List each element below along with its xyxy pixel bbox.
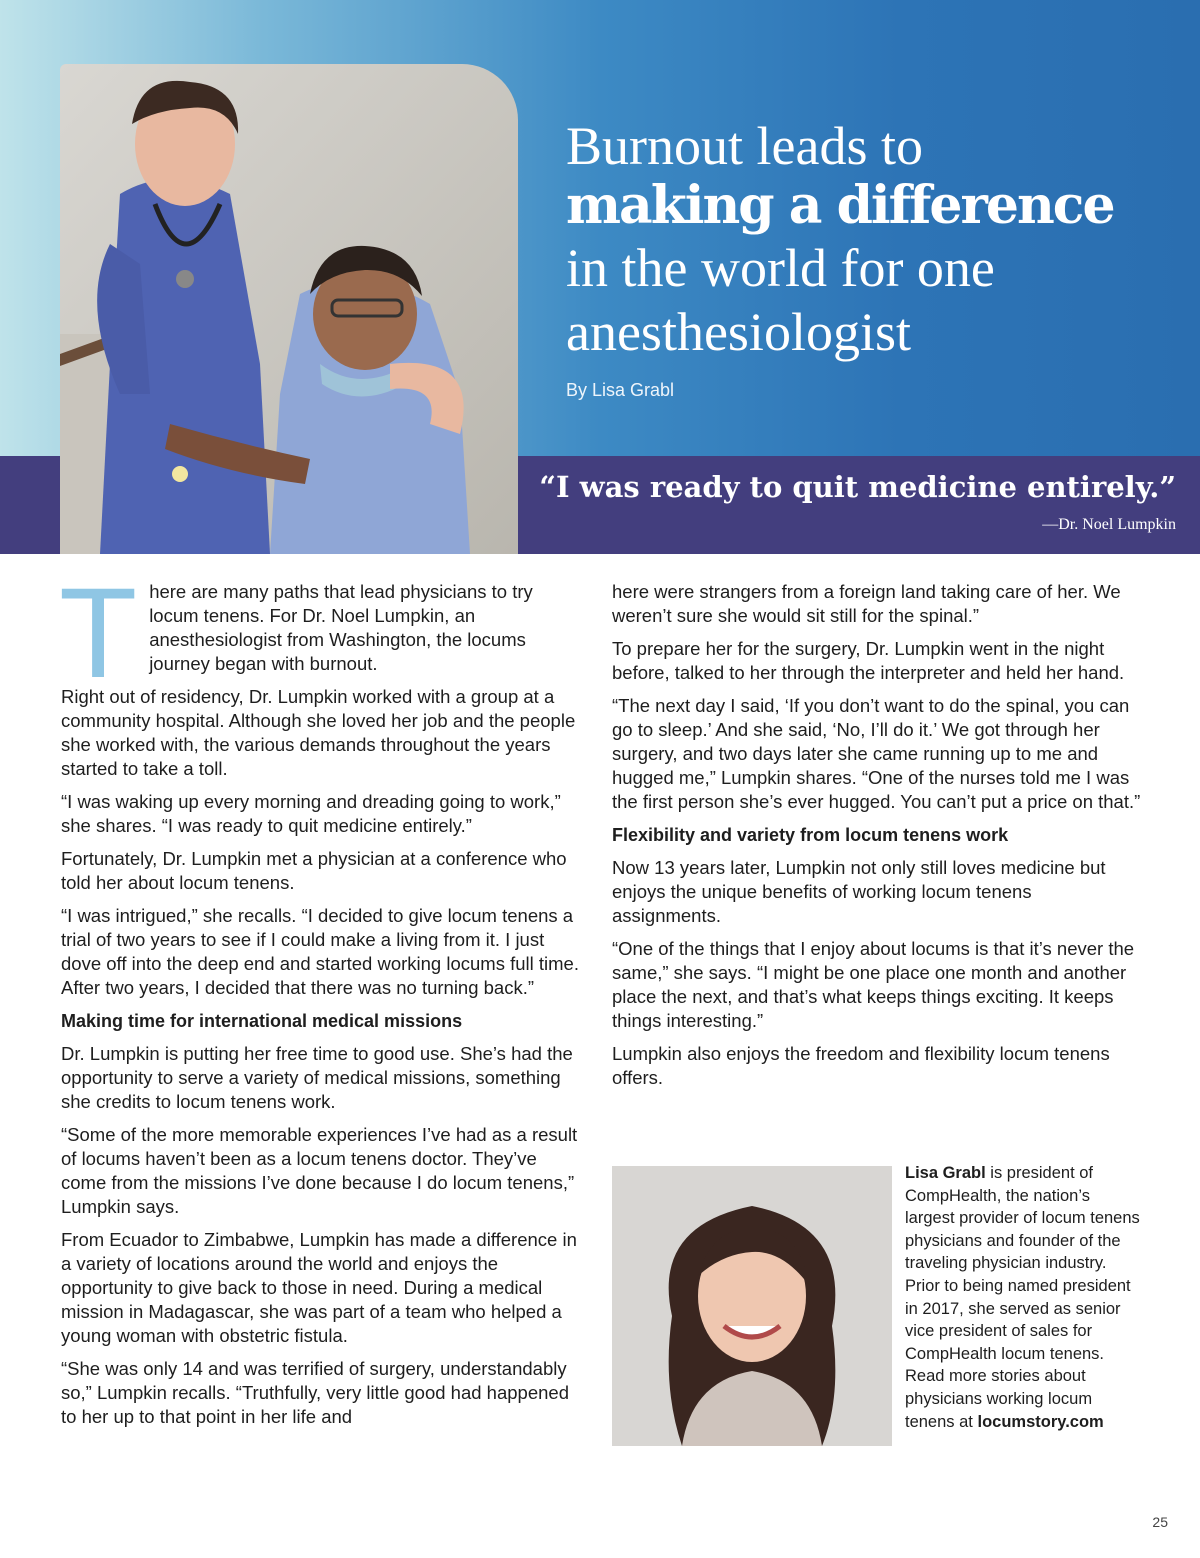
section-heading-flexibility: Flexibility and variety from locum tenens work: [612, 825, 1009, 845]
paragraph: Now 13 years later, Lumpkin not only still loves medicine but enjoys the unique benefits of working locum tenens assignments.: [612, 857, 1106, 926]
section-heading-missions: Making time for international medical missions: [61, 1011, 463, 1031]
intro-text: here are many paths that lead physicians to try locum tenens. For Dr. Noel Lumpkin, an anesthesiologist from Washington, the locums journey began with burnout.: [149, 581, 533, 674]
paragraph: Lumpkin also enjoys the freedom and flexibility locum tenens offers.: [612, 1043, 1110, 1088]
headline-line-2: making a difference: [566, 175, 1114, 236]
paragraph: here were strangers from a foreign land taking care of her. We weren’t sure she would sit still for the spinal.”: [612, 581, 1121, 626]
article-column-left: [59, 562, 581, 1438]
author-bio-link[interactable]: locumstory.com: [977, 1412, 1104, 1431]
paragraph: “The next day I said, ‘If you don’t want to do the spinal, you can go to sleep.’ And she said, ‘No, I’ll do it.’ We got through her surgery, and two days later she came running up to me and hugged me,” Lumpkin shares. “One of the nurses told me I was the first person she’s ever hugged. You can’t put a price on that.”: [612, 695, 1141, 812]
paragraph: From Ecuador to Zimbabwe, Lumpkin has made a difference in a variety of locations around the world and enjoys the opportunity to give back to those in need. During a medical mission in Madagascar, she was part of a team who helped a young woman with obstetric fistula.: [61, 1229, 577, 1346]
paragraph: “I was waking up every morning and dreading going to work,” she shares. “I was ready to quit medicine entirely.”: [61, 791, 561, 836]
pull-quote-attribution: —Dr. Noel Lumpkin: [1042, 516, 1176, 533]
headline-line-3: in the world for one: [566, 238, 995, 298]
paragraph: “Some of the more memorable experiences I’ve had as a result of locums haven’t been as a locum tenens doctor. They’ve come from the missions I’ve done because I do locum tenens,” Lumpkin says.: [61, 1124, 578, 1217]
paragraph: “One of the things that I enjoy about locums is that it’s never the same,” she says. “I might be one place one month and another place the next, and that’s what keeps things exciting. It keeps things interesting.”: [612, 938, 1135, 1031]
article-column-right: [612, 580, 1142, 1099]
author-name: Lisa Grabl: [905, 1164, 986, 1182]
byline: By Lisa Grabl: [566, 380, 675, 400]
headline-line-4: anesthesiologist: [566, 302, 911, 362]
paragraph: “I was intrigued,” she recalls. “I decided to give locum tenens a trial of two years to see if I could make a living from it. I just dove off into the deep end and started working locums full time. After two years, I decided that there was no turning back.”: [61, 905, 579, 998]
author-bio-text: is president of CompHealth, the nation’s largest provider of locum tenens physicians and founder of the traveling physician industry. Prior to being named president in 2017, she served as senior vice president of sales for CompHealth locum tenens. Read more stories about physicians working locum tenens at: [905, 1164, 1140, 1431]
paragraph: Fortunately, Dr. Lumpkin met a physician at a conference who told her about locum tenens.: [61, 848, 567, 893]
paragraph: To prepare her for the surgery, Dr. Lumpkin went in the night before, talked to her through the interpreter and held her hand.: [612, 638, 1125, 683]
feature-photo-doctor-hugging-patient: [60, 64, 518, 554]
paragraph: Dr. Lumpkin is putting her free time to good use. She’s had the opportunity to serve a variety of medical missions, something she credits to locum tenens work.: [61, 1043, 573, 1112]
paragraph: “She was only 14 and was terrified of surgery, understandably so,” Lumpkin recalls. “Truthfully, very little good had happened to her up to that point in her life and: [61, 1358, 569, 1427]
drop-cap: T: [59, 562, 138, 705]
page-number: 25: [1152, 1514, 1168, 1530]
headline-line-1: Burnout leads to: [566, 116, 923, 176]
author-bio: [905, 1162, 1141, 1433]
pull-quote: “I was ready to quit medicine entirely.”: [539, 470, 1176, 504]
author-photo: [612, 1166, 892, 1446]
paragraph: Right out of residency, Dr. Lumpkin worked with a group at a community hospital. Although she loved her job and the people she worked with, the various demands throughout the years started to take a toll.: [61, 686, 576, 779]
intro-paragraph: [59, 562, 581, 705]
article-headline: [566, 116, 1196, 364]
